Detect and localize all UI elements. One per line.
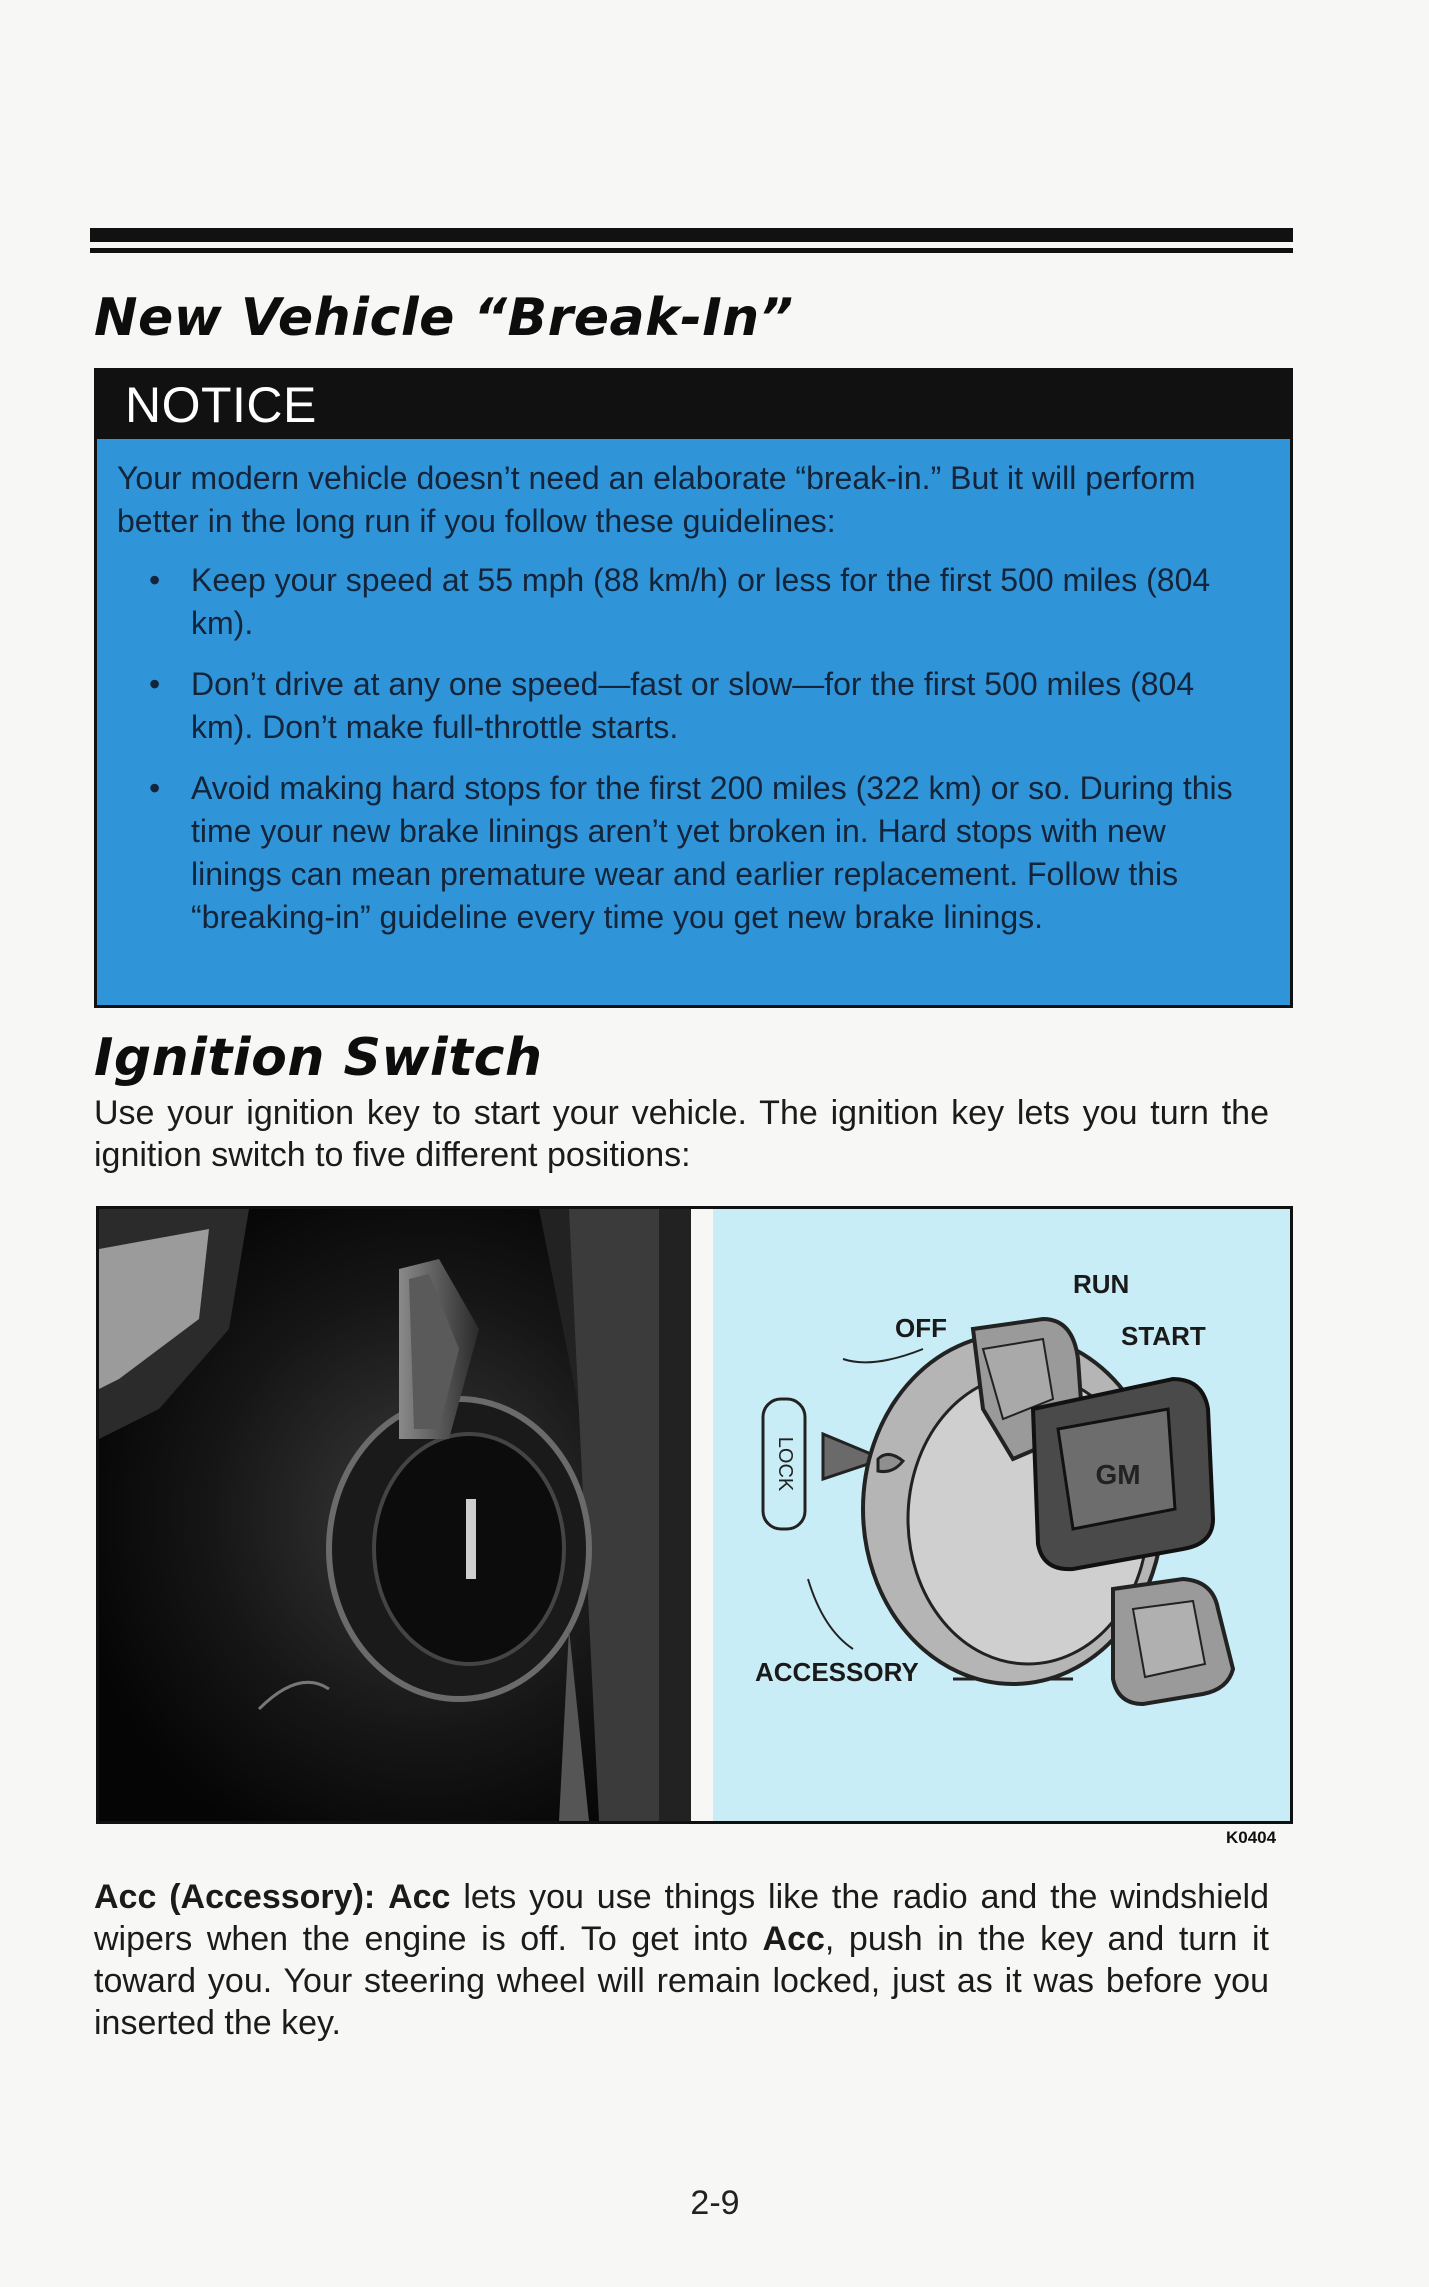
guideline-text: Don’t drive at any one speed—fast or slow—for the first 500 miles (804 km). Don’t make full-throttle starts.	[191, 666, 1195, 745]
ignition-figure	[96, 1206, 1293, 1824]
run-label: RUN	[1073, 1269, 1130, 1299]
notice-intro: Your modern vehicle doesn’t need an elaborate “break-in.” But it will perform better in the long run if you follow these guidelines:	[117, 460, 1196, 539]
notice-label: NOTICE	[97, 371, 1290, 439]
svg-text:GM: GM	[1095, 1459, 1141, 1490]
bullet-icon: •	[149, 562, 161, 598]
notice-body	[97, 439, 1290, 939]
accessory-paragraph	[94, 1876, 1269, 2044]
bullet-icon: •	[149, 770, 161, 806]
ignition-diagram	[713, 1209, 1290, 1821]
break-in-heading: New Vehicle “Break-In”	[94, 288, 794, 348]
acc-text-2: , push in the key and turn it toward you. Your steering wheel will remain locked, just as it was before you inserted the key.	[94, 1920, 1269, 2042]
bullet-icon: •	[149, 666, 161, 702]
figure-code: K0404	[1226, 1828, 1277, 1847]
start-label: START	[1121, 1321, 1206, 1351]
notice-box	[94, 368, 1293, 1008]
list-item	[117, 767, 1260, 939]
off-label: OFF	[895, 1313, 947, 1343]
page-number: 2-9	[690, 2184, 740, 2222]
ignition-photo	[99, 1209, 691, 1821]
acc-term-short: Acc	[388, 1878, 451, 1916]
notice-guidelines	[117, 559, 1260, 939]
ignition-photo-image	[99, 1209, 691, 1821]
list-item	[117, 663, 1260, 749]
acc-text-1: lets you use things like the radio and the windshield wipers when the engine is off. To get into	[94, 1878, 1270, 1958]
list-item	[117, 559, 1260, 645]
svg-text:LOCK: LOCK	[774, 1436, 796, 1492]
header-rule-thick	[90, 228, 1293, 242]
ignition-switch-heading: Ignition Switch	[94, 1028, 543, 1088]
guideline-text: Keep your speed at 55 mph (88 km/h) or less for the first 500 miles (804 km).	[191, 562, 1211, 641]
ignition-intro: Use your ignition key to start your vehicle. The ignition key lets you turn the ignition switch to five different positions:	[94, 1094, 1269, 1174]
ignition-lock-illustration	[713, 1209, 1290, 1821]
accessory-label: ACCESSORY	[755, 1657, 919, 1687]
guideline-text: Avoid making hard stops for the first 200 miles (322 km) or so. During this time your new brake linings aren’t yet broken in. Hard stops with new linings can mean premature wear and earlier replacement. Follow this “breaking-in” guideline every time you get new brake linings.	[191, 770, 1233, 935]
header-rule-thin	[90, 248, 1293, 253]
acc-term: Acc (Accessory):	[94, 1878, 376, 1916]
acc-term-short: Acc	[762, 1920, 825, 1958]
